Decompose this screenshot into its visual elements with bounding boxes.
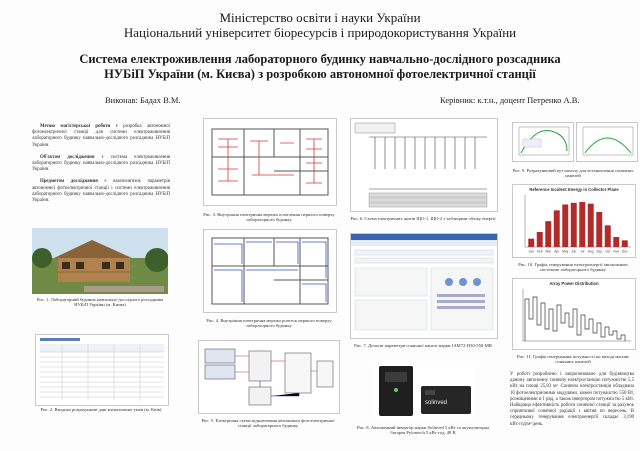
fig1-caption: Рис. 1. Лабораторний будинок навчально-дослідного розсадника НУБіП України (м. Києва) (36, 297, 164, 308)
fig5-caption: Рис. 5. Електрична схема підключення автономної фотоелектричної станції лабораторного будинку (201, 418, 335, 429)
power-distribution-chart (512, 278, 636, 350)
tick-label-jul: Jul (580, 249, 585, 254)
lighting-plan-figure (203, 118, 337, 206)
bar-aug (588, 204, 594, 247)
connection-schematic-figure (198, 340, 340, 414)
goal-label: Метою магістерської роботи (40, 124, 111, 129)
tilt-plot-right (576, 122, 638, 162)
tick-label-apr: Apr (554, 249, 560, 254)
intro-text (32, 124, 170, 204)
bar-jun (571, 203, 577, 247)
fig2-caption: Рис. 2. Вводимі розрахункові дані кліматичних умов (м. Київ) (40, 407, 162, 412)
fig10-caption: Рис. 10. Графік генерування електроенергії автономною системою лабораторного будинку (518, 262, 628, 273)
switchboard-diagram-figure (350, 118, 498, 212)
bar-apr (554, 210, 560, 247)
inverter-battery-photo (375, 362, 473, 420)
tick-label-jan: Jan (528, 249, 534, 254)
author-performer: Виконав: Бадах В.М. (105, 95, 181, 105)
university-name: Національний університет біоресурсів і природокористування України (123, 25, 517, 40)
bar-mar (545, 221, 551, 247)
bar-feb (537, 232, 543, 247)
conclusion-text: У роботі розроблено і запропоновано для будівництва даному автономну сонячну електростанцію потужністю 5,5 кВт на площі 25,83 м². Сонячна електростанція обладнана 10 фотоелектричними модулями, кожен потужністю 550 Вт, розміщеними в 1 ряд, а також інвертором потужністю 5 кВт. Найкраща ефективність роботи сонячної станції за рахунок сприятливої сонячної радіації з квітня по вересень. В середньому генерування електроенергії складає 3,190 кВт·год/м² день. (510, 372, 634, 427)
bar-dec (622, 240, 628, 247)
tick-label-mar: Mar (545, 249, 551, 254)
bar-oct (605, 225, 611, 247)
energy-bar-chart (512, 184, 636, 258)
fig4-caption: Рис. 4. Внутрішня електрична мережа розеток першого поверху лабораторного будинку (206, 318, 332, 329)
fig9-caption: Рис. 9. Розрахунковий кут нахилу для встановлення сонячних панелей (512, 168, 634, 179)
pv-software-figure (350, 233, 498, 339)
fig7-caption: Рис. 7. Дочасні параметри сонячної панелі марки JAM72-D30-550-MB (354, 343, 492, 348)
building-photo (32, 228, 168, 294)
sockets-plan-figure (203, 229, 337, 313)
subject-label: Предметом дослідження (40, 179, 98, 185)
climate-table-figure (35, 334, 169, 406)
goal-text: є розробка автономної фотоелектричної станції для системи електроживлення лабораторного будинку навчально-дослідного розсадника НУБіП України. (32, 124, 171, 148)
fig6-caption: Рис. 6. Схема електричних щитів ЩО-1, ЩО-2 з таблицями обліку енергії (350, 216, 496, 221)
author-supervisor: Керівник: к.т.н., доцент Петренко А.В. (440, 95, 580, 105)
object-text: є система електроживлення лабораторного будинку навчально-дослідного розсадника НУБіП України. (32, 154, 171, 173)
tick-label-jun: Jun (571, 249, 577, 254)
bar-sep (596, 212, 602, 247)
fig11-caption: Рис. 11. Графік генерування потужності на виході масиву сонячних панелей (516, 354, 630, 365)
tick-label-may: May (562, 249, 569, 254)
bar-nov (613, 237, 619, 247)
tick-label-feb: Feb (537, 249, 543, 254)
subject-text: є взаємозв'язок параметрів автономної фотоелектричної станції і системи електроживлення лабораторного будинку навчально-дослідного розсадника НУБіП України. (32, 179, 170, 204)
bar-may (562, 205, 568, 248)
tick-label-aug: Aug (587, 249, 594, 254)
energy-bar-chart-svg (513, 185, 635, 257)
fig3-caption: Рис. 3. Внутрішня електрична мережа освітлення першого поверху лабораторного будинку (203, 212, 335, 223)
tilt-plot-left (512, 122, 574, 162)
tick-label-sep: Sep (596, 249, 603, 254)
fig8-caption: Рис. 8. Автономний інвертор марки Solinved 5 кВт та акумуляторна батарея Pylontech 5 кВт·год, 48 В (356, 425, 490, 436)
fig11-chart-title: Array Power Distribution (549, 281, 599, 286)
object-label: Об'єктом дослідження (40, 154, 95, 160)
fig10-chart-title: Reference Incident Energy in Collector Plane (529, 187, 619, 192)
tick-label-dec: Dec (621, 249, 628, 254)
ministry-name: Міністерство освіти і науки України (219, 10, 421, 25)
bar-jul (579, 202, 585, 247)
bar-jan (528, 239, 534, 247)
tick-label-oct: Oct (605, 249, 611, 254)
tick-label-nov: Nov (613, 249, 620, 254)
inverter-brand-label: solinved (425, 400, 448, 406)
poster-title-line2: НУБіП України (м. Києва) з розробкою автономної фотоелектричної станції (104, 67, 536, 81)
poster-title-line1: Система електроживлення лабораторного будинку навчально-дослідного розсадника (79, 52, 561, 66)
